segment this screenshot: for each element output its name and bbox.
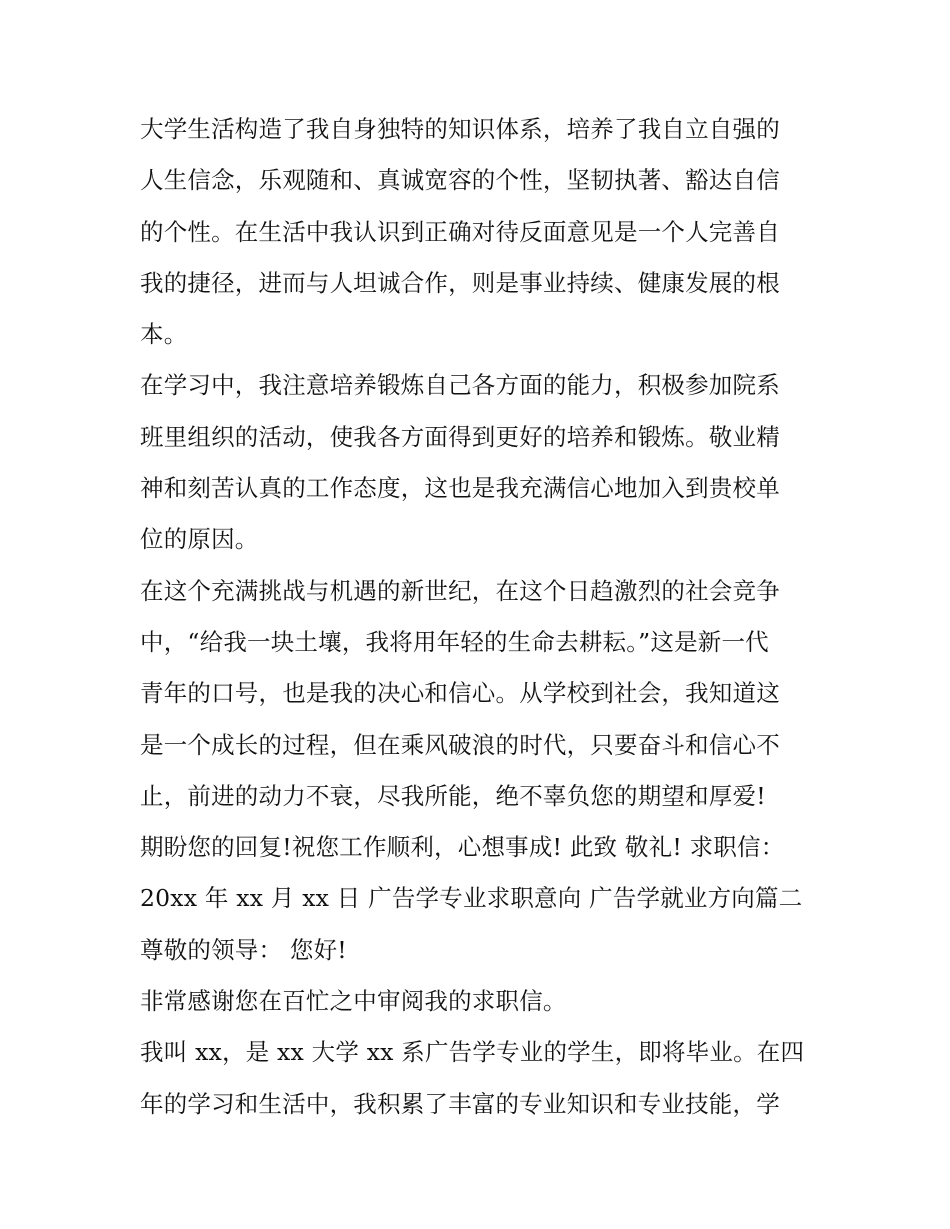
text-line: 青年的口号，也是我的决心和信心。从学校到社会，我知道这 — [140, 679, 780, 708]
text-line: 非常感谢您在百忙之中审阅我的求职信。 — [140, 987, 567, 1016]
text-line: 是一个成长的过程，但在乘风破浪的时代，只要奋斗和信心不 — [140, 730, 780, 759]
text-line: 位的原因。 — [140, 525, 259, 554]
text-line: 20xx 年 xx 月 xx 日 广告学专业求职意向 广告学就业方向篇二 — [140, 884, 803, 913]
text-line: 本。 — [140, 320, 188, 349]
paragraph-thanks — [140, 976, 812, 1027]
text-line: 我叫 xx，是 xx 大学 xx 系广告学专业的学生，即将毕业。在四 — [140, 1038, 805, 1067]
paragraph-closing-and-heading — [140, 822, 812, 976]
text-line: 班里组织的活动，使我各方面得到更好的培养和锻炼。敬业精 — [140, 422, 780, 451]
text-line: 年的学习和生活中，我积累了丰富的专业知识和专业技能，学 — [140, 1089, 780, 1118]
text-line: 期盼您的回复!祝您工作顺利，心想事成! 此致 敬礼! 求职信： — [140, 833, 785, 862]
paragraph-study — [140, 360, 812, 565]
text-line: 在学习中，我注意培养锻炼自己各方面的能力，积极参加院系 — [140, 371, 780, 400]
text-line: 止，前进的动力不衰，尽我所能，绝不辜负您的期望和厚爱! — [140, 781, 766, 810]
text-line: 尊敬的领导： 您好! — [140, 935, 347, 964]
paragraph-university-life — [140, 104, 812, 360]
text-line: 在这个充满挑战与机遇的新世纪，在这个日趋激烈的社会竞争 — [140, 576, 780, 605]
text-line: 中，“给我一块土壤，我将用年轻的生命去耕耘。”这是新一代 — [140, 627, 769, 656]
paragraph-new-century — [140, 566, 812, 822]
text-line: 神和刻苦认真的工作态度，这也是我充满信心地加入到贵校单 — [140, 474, 780, 503]
text-line: 的个性。在生活中我认识到正确对待反面意见是一个人完善自 — [140, 217, 780, 246]
text-line: 大学生活构造了我自身独特的知识体系，培养了我自立自强的 — [140, 115, 780, 143]
paragraph-introduction — [140, 1027, 812, 1130]
text-line: 我的捷径，进而与人坦诚合作，则是事业持续、健康发展的根 — [140, 268, 780, 297]
document-body — [140, 104, 812, 1130]
text-line: 人生信念，乐观随和、真诚宽容的个性，坚韧执著、豁达自信 — [140, 166, 780, 195]
